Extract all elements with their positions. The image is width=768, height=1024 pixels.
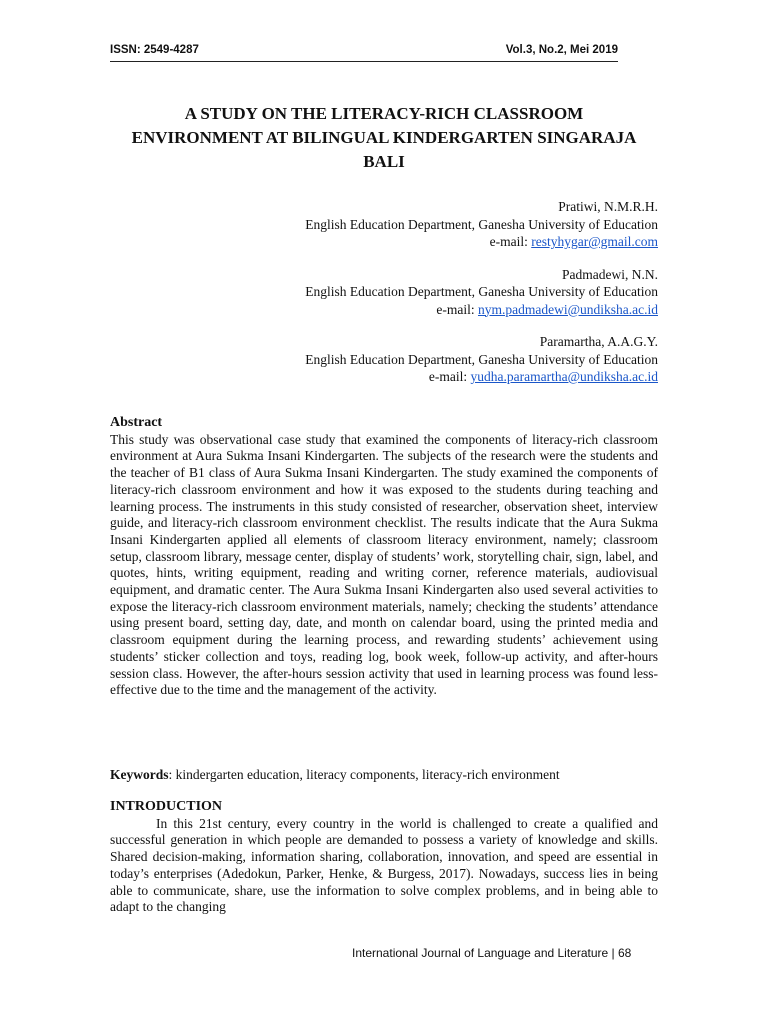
author-1 — [200, 198, 658, 251]
author-email-line — [200, 233, 658, 251]
author-email-link[interactable]: restyhygar@gmail.com — [531, 234, 658, 249]
introduction-heading: INTRODUCTION — [110, 799, 223, 814]
author-affiliation: English Education Department, Ganesha University of Education — [305, 216, 658, 232]
author-name: Padmadewi, N.N. — [562, 266, 658, 282]
title-line-1: A STUDY ON THE LITERACY-RICH CLASSROOM — [184, 104, 584, 123]
abstract-section — [110, 415, 658, 699]
author-email-line — [200, 368, 658, 386]
email-prefix: e-mail: — [489, 234, 532, 249]
keywords-label: Keywords — [110, 767, 169, 782]
header-rule — [110, 61, 618, 62]
author-affiliation: English Education Department, Ganesha University of Education — [305, 351, 658, 367]
issn: ISSN: 2549-4287 — [110, 44, 199, 56]
introduction-section — [110, 799, 658, 916]
author-3 — [200, 333, 658, 386]
author-email-line — [200, 301, 658, 319]
author-email-link[interactable]: nym.padmadewi@undiksha.ac.id — [477, 301, 658, 317]
author-name: Paramartha, A.A.G.Y. — [539, 334, 658, 349]
paper-title — [100, 102, 668, 174]
page-footer: International Journal of Language and Literature | 68 — [352, 946, 632, 960]
author-block — [200, 198, 658, 401]
email-prefix: e-mail: — [436, 301, 478, 317]
abstract-body: This study was observational case study that examined the components of literacy-rich classroom environment at Aura Sukma Insani Kindergarten. The subjects of the research were the students and the teacher of B1 class of Aura Sukma Insani Kindergarten. The study examined the components of literacy-rich classroom environment and how it was exposed to the students during teaching and learning process. The instruments in this study consisted of researcher, observation sheet, interview guide, and literacy-rich classroom environment checklist. The results indicate that the Aura Sukma Insani Kindergarten applied all elements of classroom literacy environment, namely; classroom setup, classroom library, message center, display of students’ work, storytelling chair, sign, label, and quotes, hints, writing equipment, reading and writing corner, reference materials, audiovisual equipment, and dramatic center. The Aura Sukma Insani Kindergarten also used several activities to expose the literacy-rich classroom environment materials, namely; checking the students’ attendance using present board, setting day, date, and month on calendar board, using the printed media and classroom equipment during the learning process, and rewarding students’ achievement using students’ sticker collection and toys, reading log, book week, follow-up activity, and after-hours session class. However, the after-hours session activity that used in learning process was found less-effective due to the time and the management of the activity. — [110, 431, 658, 698]
title-line-2: ENVIRONMENT AT BILINGUAL KINDERGARTEN SINGARAJA — [131, 128, 637, 147]
author-affiliation: English Education Department, Ganesha University of Education — [305, 284, 658, 299]
author-2 — [200, 266, 658, 319]
email-prefix: e-mail: — [428, 369, 471, 384]
introduction-body: In this 21st century, every country in the world is challenged to create a qualified and successful generation in which people are demanded to possess a variety of knowledge and skills. Shared decision-making, information sharing, collaboration, innovation, and speed are essential in today’s enterprises (Adedokun, Parker, Henke, & Burgess, 2017). Nowadays, success lies in being able to communicate, share, use the information to solve complex problems, and in being able to adapt to the changing — [110, 815, 658, 915]
author-email-link[interactable]: yudha.paramartha@undiksha.ac.id — [470, 369, 658, 384]
author-name: Pratiwi, N.M.R.H. — [558, 199, 658, 214]
abstract-heading: Abstract — [110, 415, 163, 430]
keywords-text: : kindergarten education, literacy components, literacy-rich environment — [168, 767, 560, 782]
running-header — [110, 44, 618, 56]
title-line-3: BALI — [363, 152, 405, 171]
volume-info: Vol.3, No.2, Mei 2019 — [505, 44, 618, 56]
keywords-line — [110, 766, 658, 783]
